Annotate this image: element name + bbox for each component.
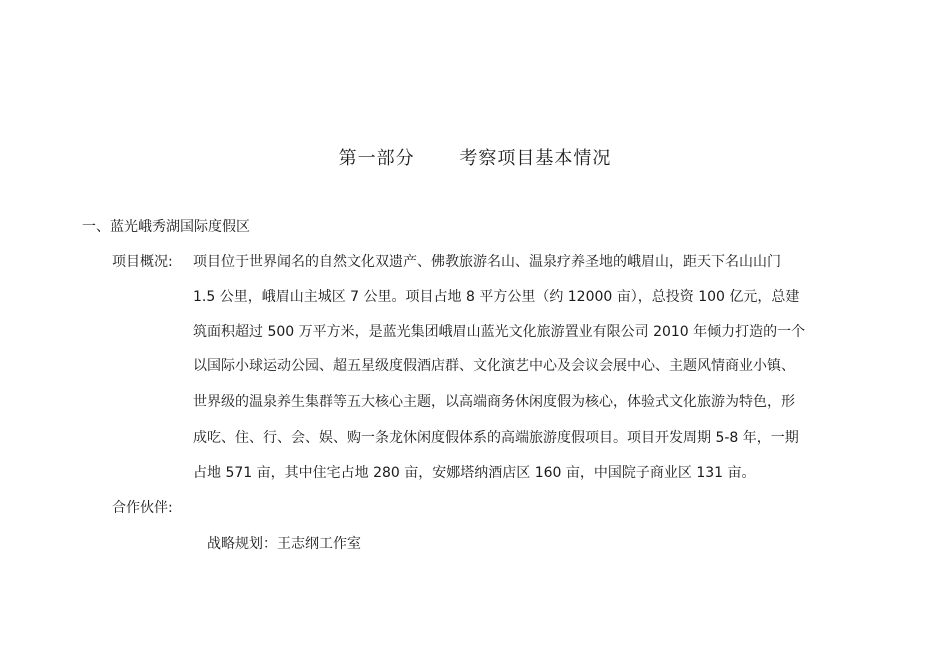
page-title [0,144,950,170]
strategy-line: 战略规划：王志纲工作室 [207,536,361,552]
section-heading: 一、蓝光峨秀湖国际度假区 [82,219,250,235]
title-text: 考察项目基本情况 [459,148,612,169]
overview-line-7: 占地 571 亩，其中住宅占地 280 亩，安娜塔纳酒店区 160 亩，中国院子商业区 131 亩。 [193,465,756,481]
overview-line-5: 世界级的温泉养生集群等五大核心主题，以高端商务休闲度假为核心，体验式文化旅游为特色，形 [193,394,795,410]
overview-line-4: 以国际小球运动公园、超五星级度假酒店群、文化演艺中心及会议会展中心、主题风情商业小镇、 [193,358,795,374]
overview-line-1: 项目位于世界闻名的自然文化双遗产、佛教旅游名山、温泉疗养圣地的峨眉山，距天下名山山门 [193,254,781,270]
title-part: 第一部分 [338,148,415,169]
overview-line-2: 1.5 公里，峨眉山主城区 7 公里。项目占地 8 平方公里（约 12000 亩），总投资 100 亿元，总建 [193,289,800,305]
overview-line-3: 筑面积超过 500 万平方米，是蓝光集团峨眉山蓝光文化旅游置业有限公司 2010 年倾力打造的一个 [193,324,806,340]
overview-line-6: 成吃、住、行、会、娱、购一条龙休闲度假体系的高端旅游度假项目。项目开发周期 5-8 年，一期 [193,430,799,446]
partner-label: 合作伙伴: [112,500,173,516]
overview-label: 项目概况: [112,254,173,270]
